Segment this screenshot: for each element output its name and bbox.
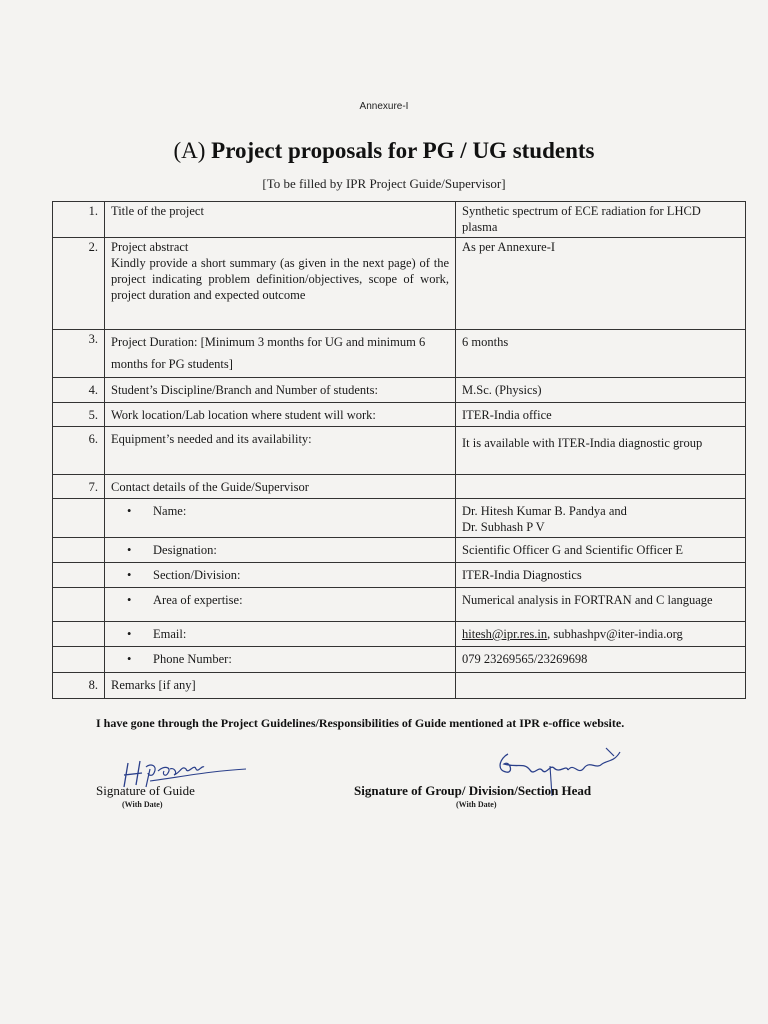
row-value bbox=[456, 673, 746, 699]
bullet-icon: • bbox=[127, 593, 132, 607]
head-signature-date: (With Date) bbox=[456, 800, 497, 809]
proposal-table bbox=[52, 201, 746, 699]
row-number: 1. bbox=[53, 202, 105, 238]
row-number: 7. bbox=[53, 475, 105, 499]
contact-row-section bbox=[53, 563, 746, 588]
table-row bbox=[53, 475, 746, 499]
row-number: 4. bbox=[53, 378, 105, 403]
page-subtitle: [To be filled by IPR Project Guide/Supervisor] bbox=[262, 176, 506, 191]
contact-row-designation bbox=[53, 538, 746, 563]
row-value: As per Annexure-I bbox=[456, 238, 746, 330]
expertise-value: Numerical analysis in FORTRAN and C language bbox=[456, 588, 746, 622]
bullet-icon: • bbox=[127, 568, 132, 582]
row-label: Equipment’s needed and its availability: bbox=[105, 427, 456, 475]
acknowledgement-text: I have gone through the Project Guidelines/Responsibilities of Guide mentioned at IPR e-office website. bbox=[96, 716, 625, 730]
table-row bbox=[53, 330, 746, 378]
row-label: Remarks [if any] bbox=[105, 673, 456, 699]
row-number: 3. bbox=[53, 330, 105, 378]
email-secondary: , subhashpv@iter-india.org bbox=[547, 627, 683, 641]
designation-value: Scientific Officer G and Scientific Officer E bbox=[456, 538, 746, 563]
bullet-icon: • bbox=[127, 543, 132, 557]
row-value bbox=[456, 475, 746, 499]
table-row bbox=[53, 427, 746, 475]
row-value: It is available with ITER-India diagnostic group bbox=[456, 427, 746, 475]
guide-signature-label: Signature of Guide bbox=[96, 783, 195, 798]
co-guide-name: Dr. Subhash P V bbox=[462, 520, 545, 534]
table-row bbox=[53, 673, 746, 699]
expertise-label: Area of expertise: bbox=[153, 593, 243, 607]
row-number: 6. bbox=[53, 427, 105, 475]
row-label: Work location/Lab location where student will work: bbox=[105, 403, 456, 427]
email-link[interactable]: hitesh@ipr.res.in bbox=[462, 627, 548, 641]
section-label: Section/Division: bbox=[153, 568, 241, 582]
contact-row-email bbox=[53, 622, 746, 647]
bullet-icon: • bbox=[127, 504, 132, 518]
contact-row-phone bbox=[53, 647, 746, 673]
bullet-icon: • bbox=[127, 627, 132, 641]
email-value bbox=[456, 622, 746, 647]
title-main: Project proposals for PG / UG students bbox=[211, 138, 595, 163]
bullet-icon: • bbox=[127, 652, 132, 666]
contact-row-expertise bbox=[53, 588, 746, 622]
phone-value: 079 23269565/23269698 bbox=[456, 647, 746, 673]
table-row bbox=[53, 403, 746, 427]
guide-signature-date: (With Date) bbox=[122, 800, 163, 809]
row-label: Title of the project bbox=[105, 202, 456, 238]
email-label: Email: bbox=[153, 627, 187, 641]
guide-name: Dr. Hitesh Kumar B. Pandya and bbox=[462, 504, 627, 518]
row-label: Student’s Discipline/Branch and Number of students: bbox=[105, 378, 456, 403]
row-number: 5. bbox=[53, 403, 105, 427]
abstract-instructions: Kindly provide a short summary (as given in the next page) of the project indicating problem definition/objectives, scope of work, project duration and expected outcome bbox=[111, 256, 449, 302]
row-label bbox=[105, 238, 456, 330]
annexure-label: Annexure-I bbox=[359, 101, 409, 112]
table-row bbox=[53, 202, 746, 238]
designation-label: Designation: bbox=[153, 543, 217, 557]
row-value: M.Sc. (Physics) bbox=[456, 378, 746, 403]
section-value: ITER-India Diagnostics bbox=[456, 563, 746, 588]
page-title bbox=[0, 136, 768, 166]
contact-row-name bbox=[53, 499, 746, 538]
row-value: ITER-India office bbox=[456, 403, 746, 427]
table-row bbox=[53, 238, 746, 330]
abstract-title: Project abstract bbox=[111, 240, 189, 254]
row-value: Synthetic spectrum of ECE radiation for LHCD plasma bbox=[456, 202, 746, 238]
row-value: 6 months bbox=[456, 330, 746, 378]
name-value bbox=[456, 499, 746, 538]
phone-label: Phone Number: bbox=[153, 652, 232, 666]
row-label: Contact details of the Guide/Supervisor bbox=[105, 475, 456, 499]
row-number: 2. bbox=[53, 238, 105, 330]
head-signature-label: Signature of Group/ Division/Section Head bbox=[354, 783, 592, 798]
name-label: Name: bbox=[153, 504, 187, 518]
table-row bbox=[53, 378, 746, 403]
title-prefix: (A) bbox=[173, 138, 206, 163]
row-label: Project Duration: [Minimum 3 months for UG and minimum 6 months for PG students] bbox=[105, 330, 456, 378]
row-number: 8. bbox=[53, 673, 105, 699]
